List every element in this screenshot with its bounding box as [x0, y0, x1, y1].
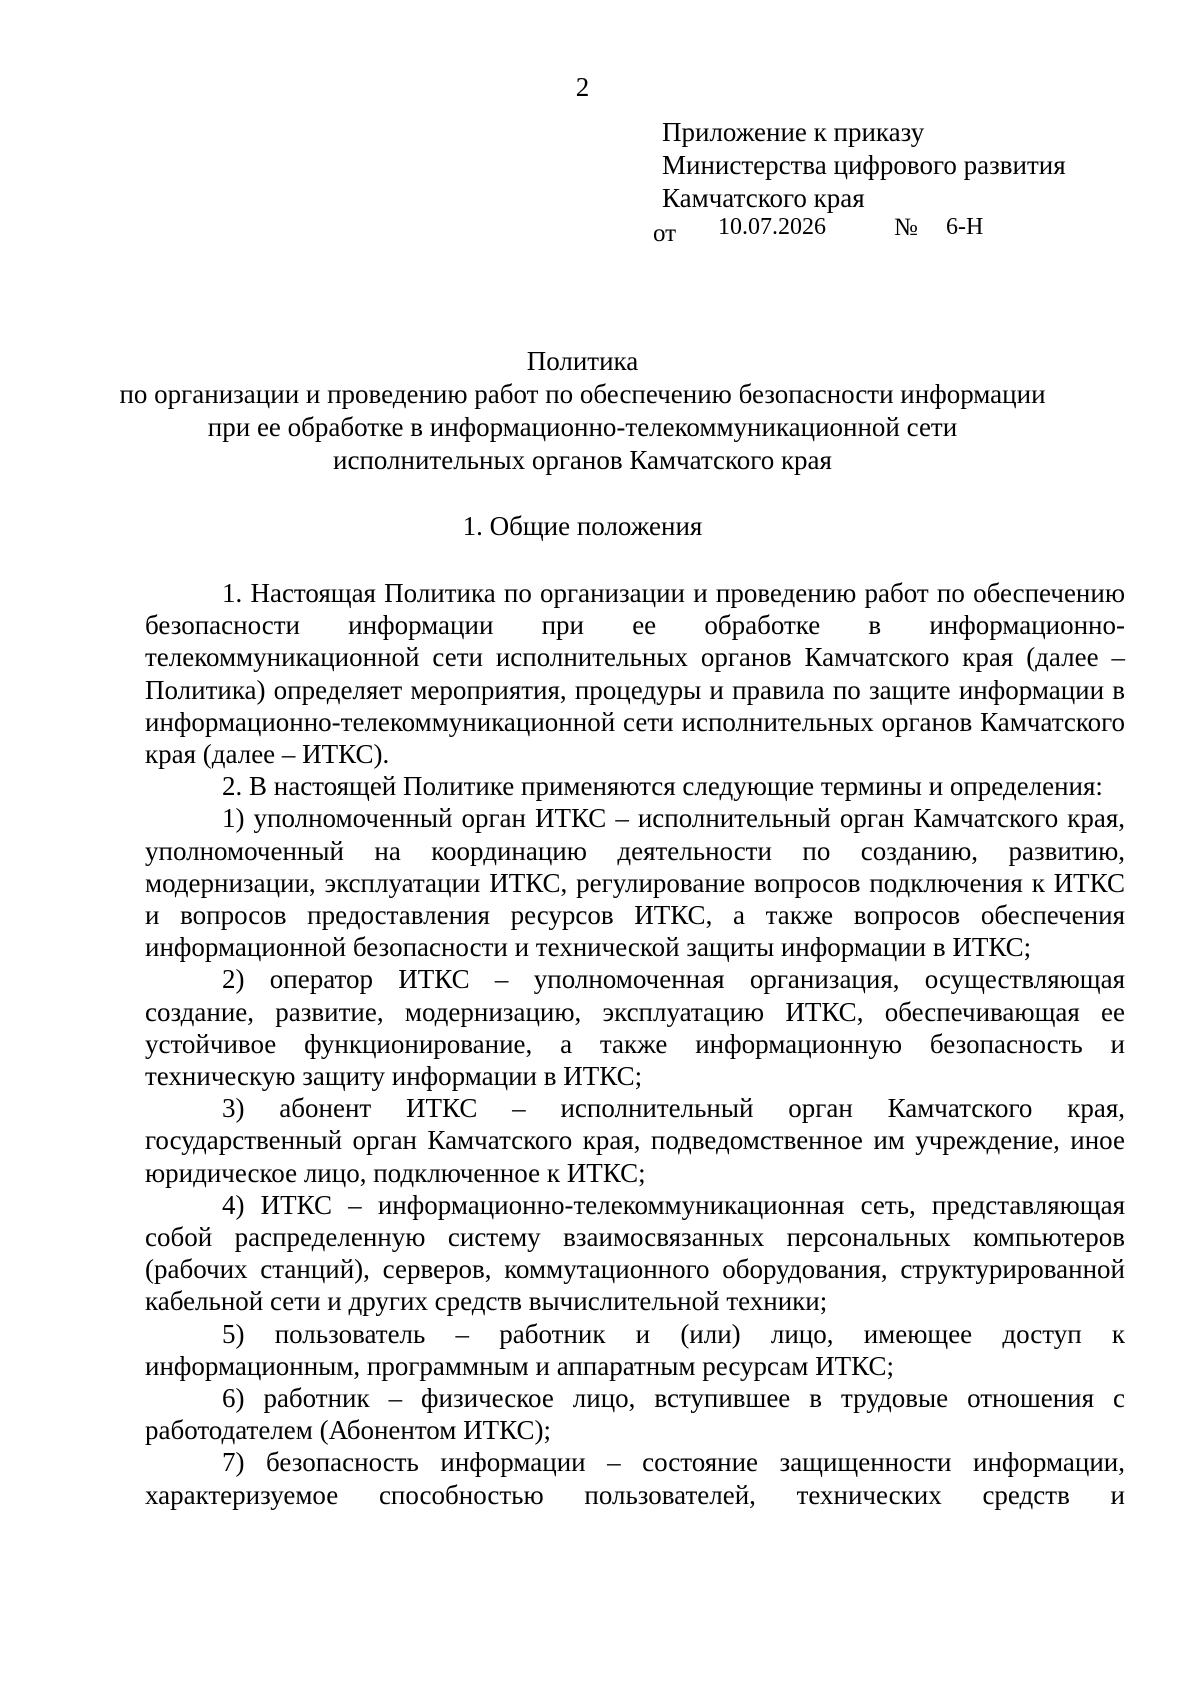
title-line-2: по организации и проведению работ по обеспечению безопасности информации	[119, 379, 1046, 409]
order-number: 6-Н	[946, 214, 984, 240]
order-number-label: №	[894, 214, 918, 241]
paragraph-2: 2. В настоящей Политике применяются следующие термины и определения:	[222, 771, 1103, 802]
title-line-3: при ее обработке в информационно-телекоммуникационной сети	[207, 412, 958, 442]
paragraph-term-5: 5) пользователь – работник и (или) лицо, имеющее доступ к информационным, программным и аппаратным ресурсам ИТКС;	[145, 1318, 1125, 1381]
paragraph-term-1: 1) уполномоченный орган ИТКС – исполнительный орган Камчатского края, уполномоченный на координацию деятельности по созданию, развитию, модернизации, эксплуатации ИТКС, регулирование вопросов подключения к ИТКС и вопросов предоставления ресурсов ИТКС, а также вопросов обеспечения информационной безопасности и технической защиты информации в ИТКС;	[145, 803, 1125, 963]
paragraph-term-7: 7) безопасность информации – состояние защищенности информации, характеризуемое способностью пользователей, технических средств и	[145, 1447, 1125, 1510]
page-number: 2	[575, 72, 590, 102]
order-details	[0, 214, 1200, 247]
section-heading: 1. Общие положения	[462, 511, 703, 541]
paragraph-1: 1. Настоящая Политика по организации и проведению работ по обеспечению безопасности информации при ее обработке в информационно-телекоммуникационной сети исполнительных органов Камчатского края (далее – Политика) определяет мероприятия, процедуры и правила по защите информации в информационно-телекоммуникационной сети исполнительных органов Камчатского края (далее – ИТКС).	[145, 578, 1125, 770]
appendix-line-1: Приложение к приказу	[662, 117, 925, 147]
appendix-line-2: Министерства цифрового развития	[662, 150, 1066, 180]
order-date: 10.07.2026	[718, 214, 826, 240]
paragraph-term-2: 2) оператор ИТКС – уполномоченная организация, осуществляющая создание, развитие, модернизацию, эксплуатацию ИТКС, обеспечивающая ее устойчивое функционирование, а также информационную безопасность и техническую защиту информации в ИТКС;	[145, 964, 1125, 1092]
paragraph-term-6: 6) работник – физическое лицо, вступившее в трудовые отношения с работодателем (Абонентом ИТКС);	[145, 1383, 1125, 1446]
appendix-header	[662, 116, 1066, 215]
document-body	[145, 577, 1125, 1511]
paragraph-term-4: 4) ИТКС – информационно-телекоммуникационная сеть, представляющая собой распределенную систему взаимосвязанных персональных компьютеров (рабочих станций), серверов, коммутационного оборудования, структурированной кабельной сети и других средств вычислительной техники;	[145, 1189, 1125, 1317]
order-from-label: от	[653, 220, 677, 247]
title-line-1: Политика	[526, 346, 639, 376]
document-title	[0, 345, 1165, 477]
appendix-line-3: Камчатского края	[662, 183, 865, 213]
paragraph-term-3: 3) абонент ИТКС – исполнительный орган Камчатского края, государственный орган Камчатского края, подведомственное им учреждение, иное юридическое лицо, подключенное к ИТКС;	[145, 1093, 1125, 1188]
title-line-4: исполнительных органов Камчатского края	[333, 445, 832, 475]
